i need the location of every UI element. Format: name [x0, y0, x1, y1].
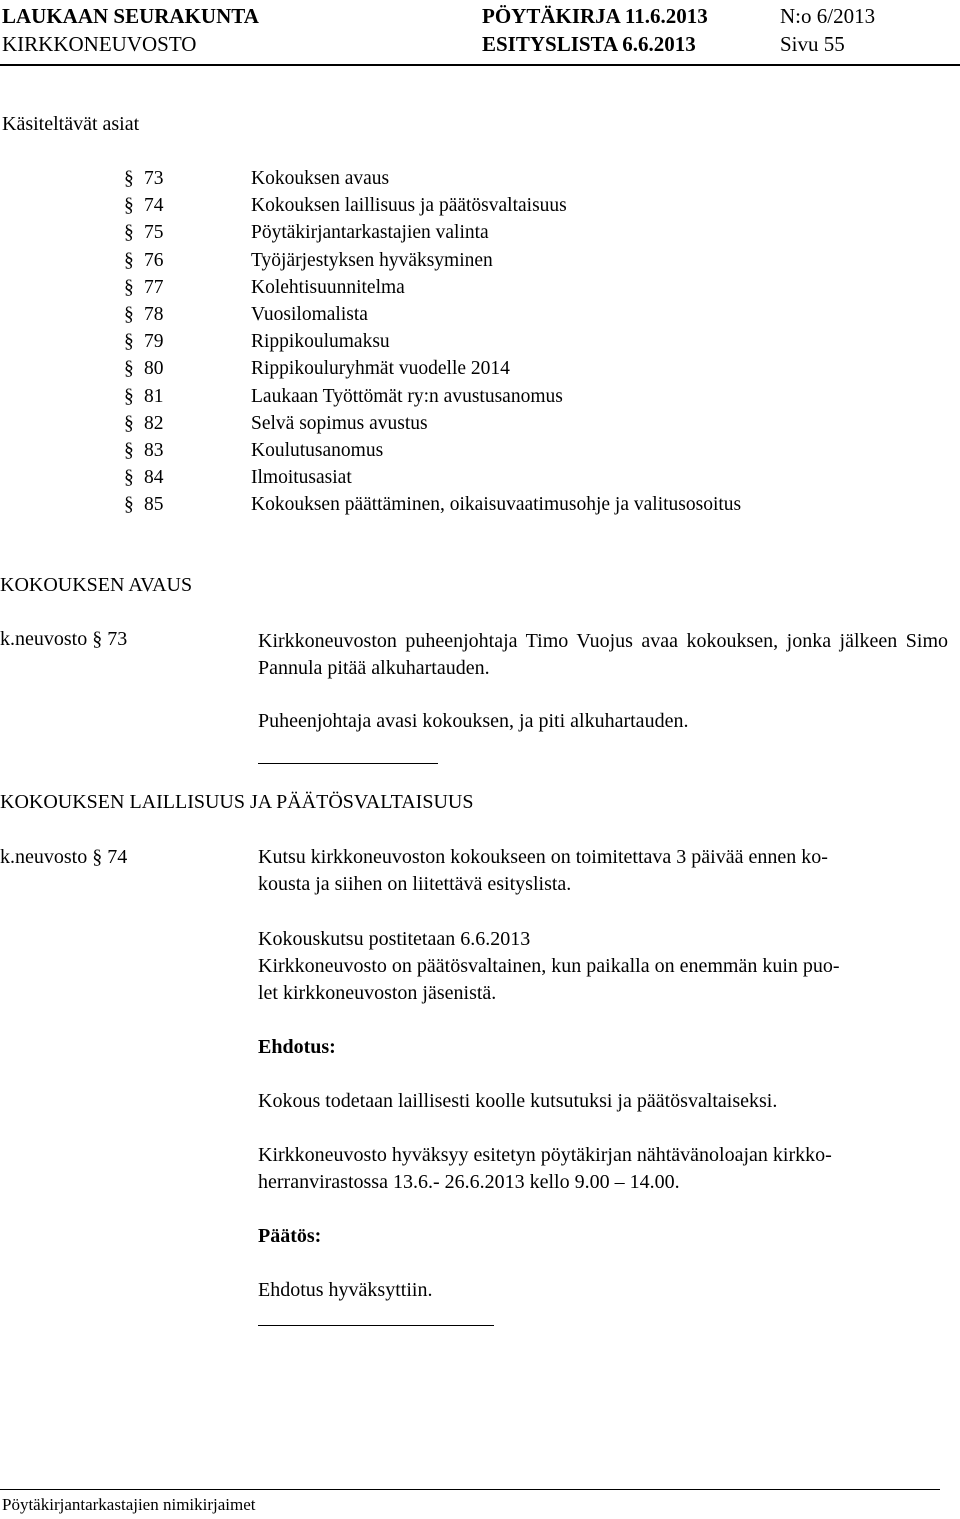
- invitation-sent-date: Kokouskutsu postitetaan 6.6.2013: [258, 928, 531, 950]
- agenda-reference: ESITYSLISTA 6.6.2013: [482, 32, 696, 56]
- agenda-item: § 84 Ilmoitusasiat: [124, 467, 352, 489]
- agenda-item: § 81 Laukaan Työttömät ry:n avustusanomus: [124, 385, 563, 407]
- proposal-text-2-line-1: Kirkkoneuvosto hyväksyy esitetyn pöytäkirjan nähtävänoloajan kirkko-: [258, 1144, 832, 1166]
- section-74-text-line-2: kousta ja siihen on liitettävä esityslista.: [258, 873, 572, 895]
- agenda-item: § 82 Selvä sopimus avustus: [124, 412, 428, 434]
- section-74-heading: KOKOUKSEN LAILLISUUS JA PÄÄTÖSVALTAISUUS: [0, 791, 474, 813]
- body-name: KIRKKONEUVOSTO: [2, 32, 197, 56]
- quorum-line-2: let kirkkoneuvoston jäsenistä.: [258, 982, 497, 1004]
- signature-initials-label: Pöytäkirjantarkastajien nimikirjaimet: [2, 1495, 256, 1514]
- agenda-item: § 79 Rippikoulumaksu: [124, 331, 390, 353]
- agenda-item: § 83 Koulutusanomus: [124, 439, 384, 461]
- section-74-label: k.neuvosto § 74: [0, 846, 128, 868]
- header-row-1: [0, 4, 960, 32]
- header-row-2: [0, 32, 960, 60]
- agenda-item: § 80 Rippikouluryhmät vuodelle 2014: [124, 358, 510, 380]
- section-73-end-rule: [258, 763, 438, 764]
- agenda-item: § 75 Pöytäkirjantarkastajien valinta: [124, 222, 489, 244]
- section-73-label: k.neuvosto § 73: [0, 628, 128, 650]
- agenda-item: § 76 Työjärjestyksen hyväksyminen: [124, 249, 493, 271]
- header-divider: [0, 64, 960, 66]
- proposal-text-1: Kokous todetaan laillisesti koolle kutsutuksi ja päätösvaltaiseksi.: [258, 1090, 778, 1112]
- proposal-label: Ehdotus:: [258, 1036, 336, 1058]
- decision-text: Ehdotus hyväksyttiin.: [258, 1279, 433, 1301]
- org-name: LAUKAAN SEURAKUNTA: [2, 4, 259, 28]
- section-74-end-rule: [258, 1325, 494, 1326]
- section-73-heading: KOKOUKSEN AVAUS: [0, 574, 193, 596]
- agenda-item: § 74 Kokouksen laillisuus ja päätösvaltaisuus: [124, 195, 567, 217]
- page-number: Sivu 55: [780, 32, 845, 56]
- footer-divider: [0, 1489, 940, 1490]
- quorum-line-1: Kirkkoneuvosto on päätösvaltainen, kun paikalla on enemmän kuin puo-: [258, 955, 840, 977]
- decision-label: Päätös:: [258, 1225, 322, 1247]
- agenda-item: § 85 Kokouksen päättäminen, oikaisuvaatimusohje ja valitusosoitus: [124, 494, 742, 516]
- document-title: PÖYTÄKIRJA 11.6.2013: [482, 4, 708, 28]
- section-73-note: Puheenjohtaja avasi kokouksen, ja piti alkuhartauden.: [258, 710, 689, 732]
- agenda-item: § 77 Kolehtisuunnitelma: [124, 276, 405, 298]
- agenda-list: [124, 168, 944, 521]
- section-73-text: Kirkkoneuvoston puheenjohtaja Timo Vuojus avaa kokouksen, jonka jälkeen Simo Pannula pitää alkuhartauden.: [258, 630, 948, 679]
- agenda-item: § 78 Vuosilomalista: [124, 303, 368, 325]
- proposal-text-2-line-2: herranvirastossa 13.6.- 26.6.2013 kello 9.00 – 14.00.: [258, 1171, 680, 1193]
- document-number: N:o 6/2013: [780, 4, 876, 28]
- agenda-item: § 73 Kokouksen avaus: [124, 168, 390, 189]
- section-74-text-line-1: Kutsu kirkkoneuvoston kokoukseen on toimitettava 3 päivää ennen ko-: [258, 846, 828, 868]
- agenda-title: Käsiteltävät asiat: [2, 113, 140, 135]
